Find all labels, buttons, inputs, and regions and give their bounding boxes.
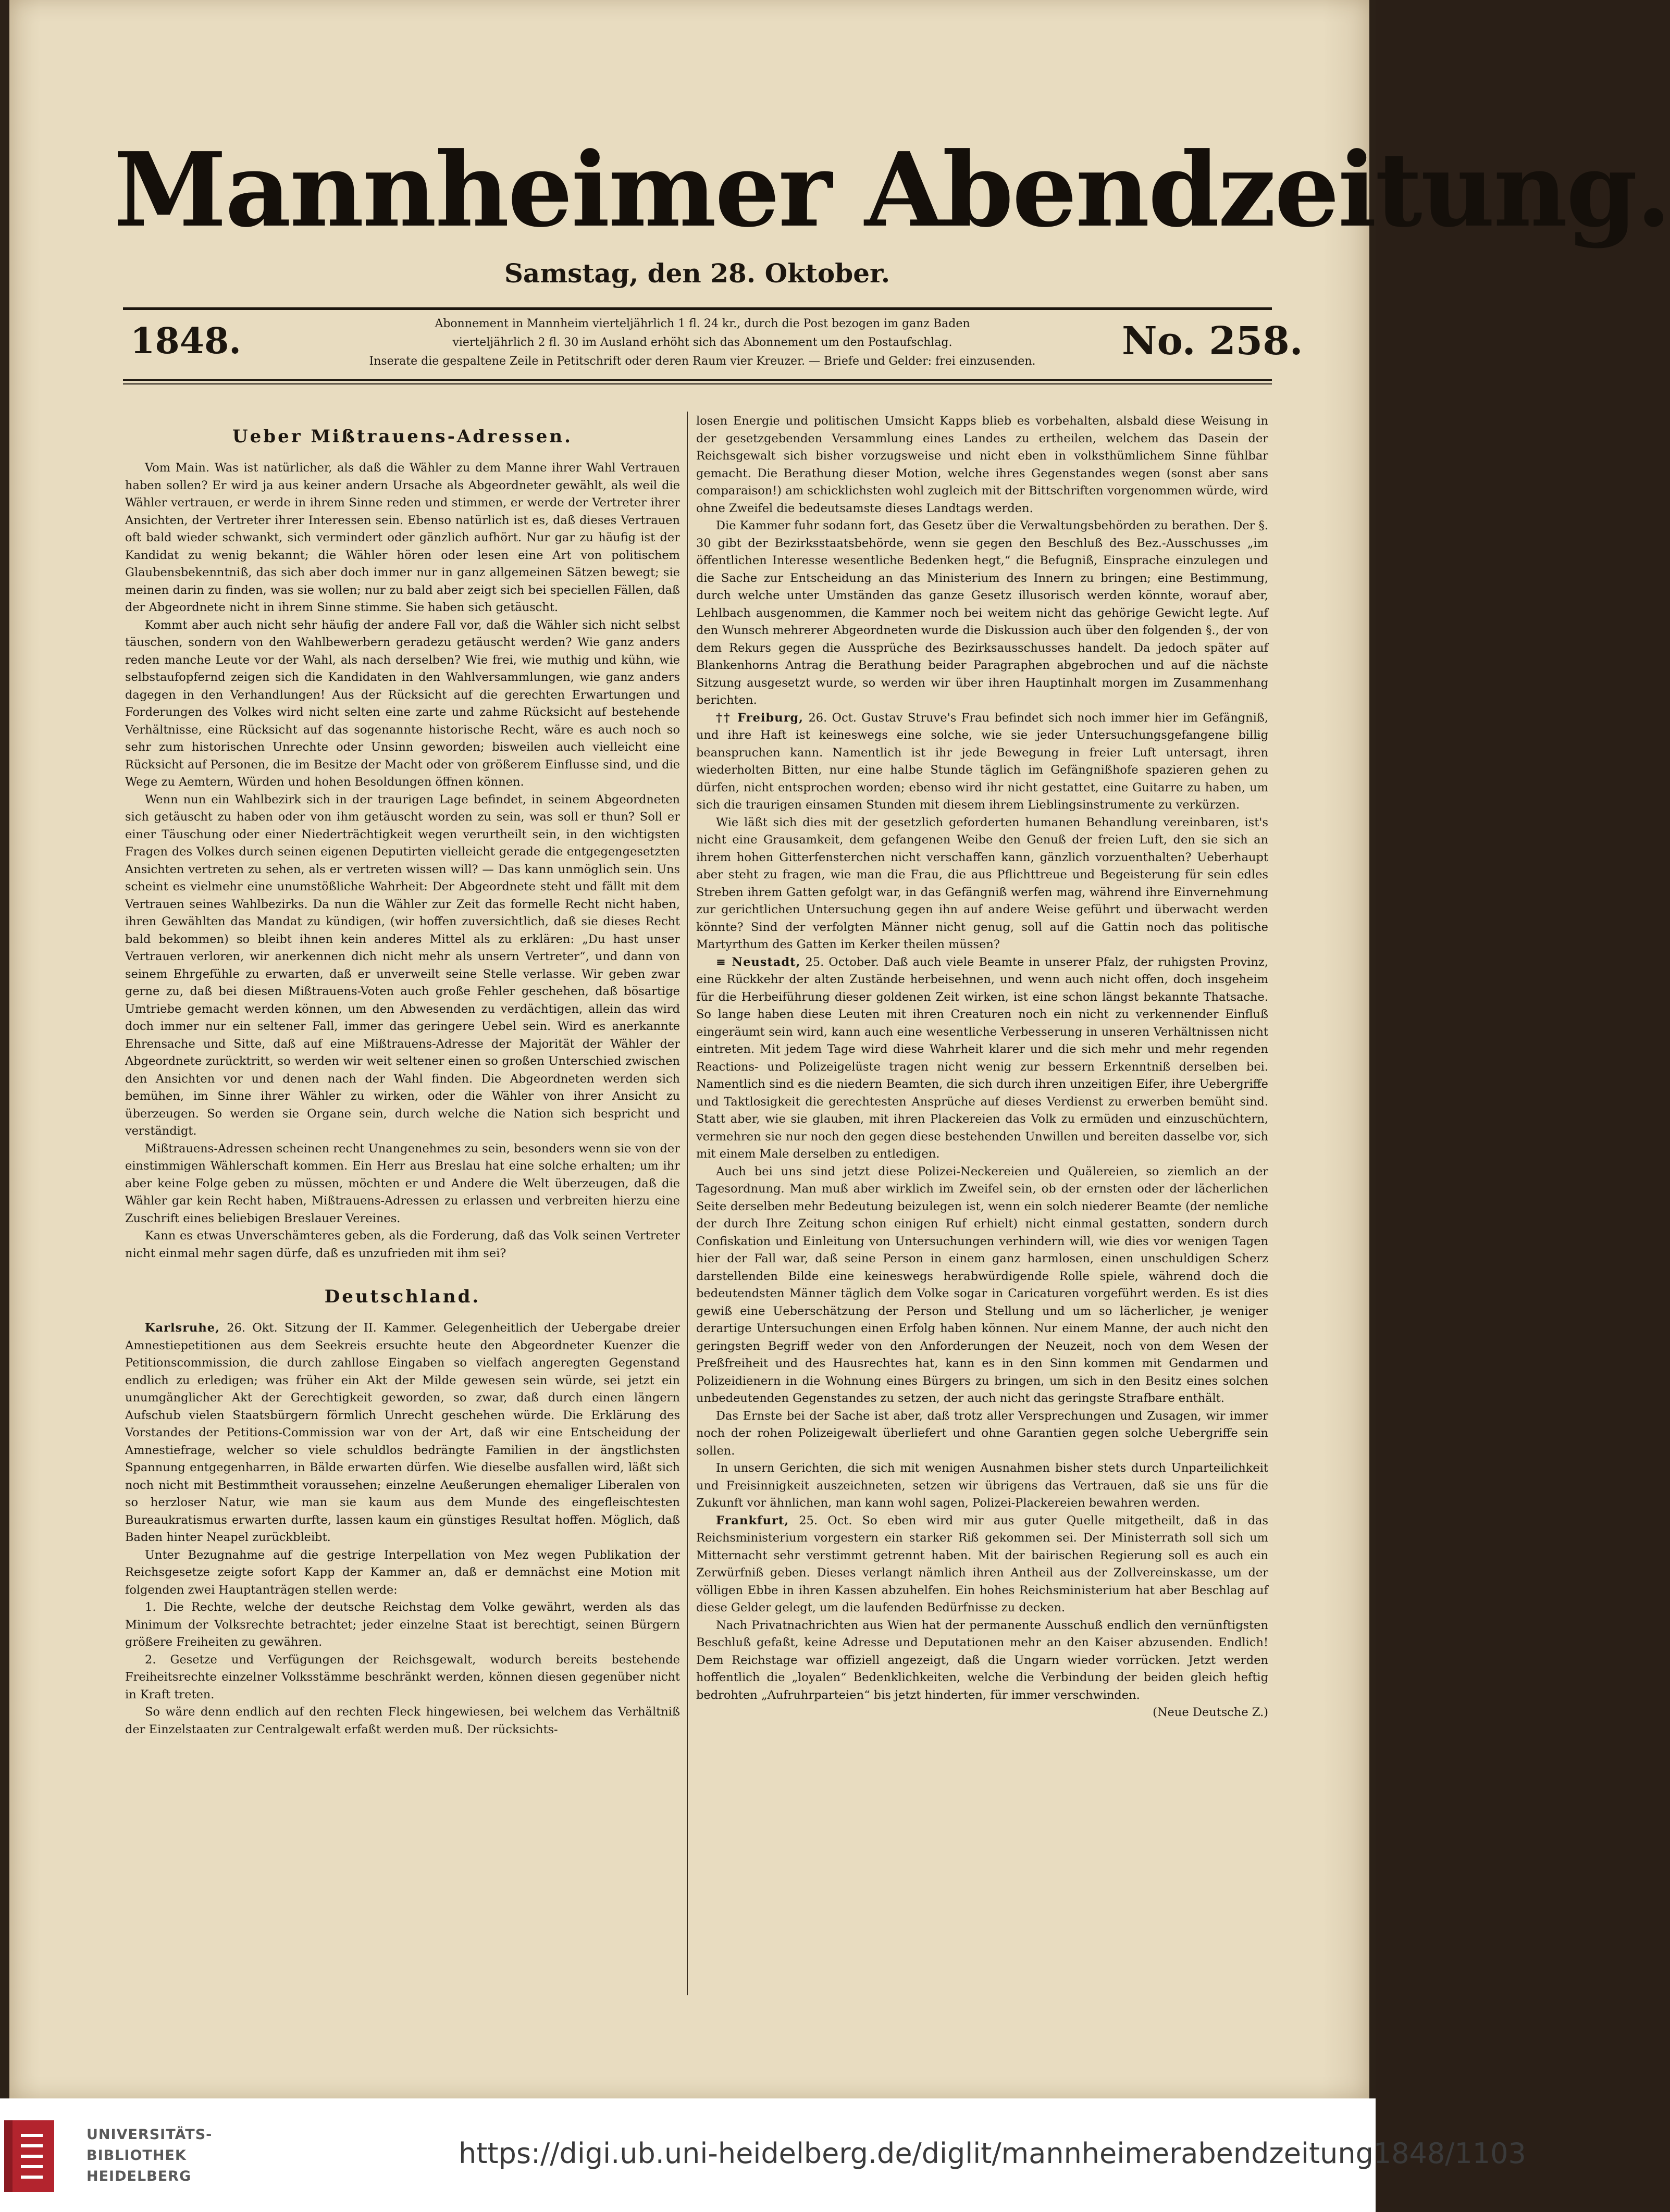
article-paragraph: Unter Bezugnahme auf die gestrige Interpellation von Mez wegen Publikation der Reichsgesetze zeigte sofort Kapp der Kammer an, daß er demnächst eine Motion mit folgenden zwei Hauptanträgen stellen werde:	[125, 1548, 680, 1597]
article-paragraph: Kommt aber auch nicht sehr häufig der andere Fall vor, daß die Wähler sich nicht selbst täuschen, sondern von den Wahlbewerbern geradezu getäuscht werden? Wie ganz anders reden manche Leute vor der Wahl, als nach derselben? Wie frei, wie muthig und kühn, wie selbstaufopfernd zeigen sich die Kandidaten in den Wahlversammlungen, wie ganz anders dagegen in den Verhandlungen! Aus der Rücksicht auf die gerechten Erwartungen und Forderungen des Volkes wird nicht selten eine zarte und zahme Rücksicht auf bestehende Verhältnisse, eine Rücksicht auf das sogenannte historische Recht, wäre es auch noch so sehr zum historischen Unrechte oder Unsinn geworden; bisweilen auch vielleicht eine Rücksicht auf Personen, die im Besitze der Macht oder von größerem Einflusse sind, und die Wege zu Aemtern, Würden und hohen Besoldungen öffnen können.	[125, 618, 680, 789]
motion-item: 2. Gesetze und Verfügungen der Reichsgewalt, wodurch bereits bestehende Freiheitsrechte einzelner Volksstämme beschränkt werden, können diesen gegenüber nicht in Kraft treten.	[125, 1652, 680, 1701]
right-column	[696, 413, 1268, 1996]
article-paragraph: Auch bei uns sind jetzt diese Polizei-Neckereien und Quälereien, so ziemlich an der Tagesordnung. Man muß aber wirklich im Zweifel sein, ob der ernsten oder der lächerlichen Seite derselben mehr Bedeutung beizulegen ist, wenn ein solch niederer Beamte (der nemliche der durch Ihre Zeitung schon einigen Ruf erhielt) nicht einmal gestatten, sondern durch Confiskation und Einleitung von Untersuchungen verhindern will, wie dies vor wenigen Tagen hier der Fall war, daß seine Person in einem ganz harmlosen, einen unschuldigen Scherz darstellenden Bilde eine keineswegs herabwürdigende Rolle spiele, während doch die bedeutendsten Männer täglich dem Volke sogar in Caricaturen vorgeführt werden. Es ist dies gewiß eine Ueberschätzung der Person und Stellung und um so lächerlicher, je weniger derartige Untersuchungen einen Erfolg haben können. Nur einem Manne, der auch nicht den geringsten Begriff weder von den Anforderungen der Neuzeit, noch von dem Wesen der Preßfreiheit und des Hausrechtes hat, kann es in den Sinn kommen mit Gendarmen und Polizeidienern in die Wohnung eines Bürgers zu bringen, um sich in den Besitz eines solchen unbedeutenden Gegenstandes zu setzen, der auch nicht das geringste Strafbare enthält.	[696, 1164, 1268, 1405]
dateline-karlsruhe: Karlsruhe,	[145, 1321, 220, 1335]
masthead-issue-number: No. 258.	[1122, 319, 1303, 364]
report-karlsruhe-text: 26. Okt. Sitzung der II. Kammer. Gelegenheitlich der Uebergabe dreier Amnestiepetitionen aus dem Seekreis ersuchte heute den Abgeordneter Kuenzer die Petitionscommission, die durch zahllose Eingaben so vielfach angeregten Gegenstand endlich zu erledigen; was früher ein Akt der Milde gewesen sein würde, sei jetzt ein unumgänglicher Akt der Gerechtigkeit geworden, so zwar, daß durch einen längern Aufschub vielen Staatsbürgern förmlich Unrecht geschehen würde. Die Erklärung des Vorstandes der Petitions-Commission war von der Art, daß wir eine Entscheidung der Amnestiefrage, welcher so viele schuldlos bedrängte Familien in der ängstlichsten Spannung entgegenharren, in Bälde erwarten dürfen. Wie dieselbe ausfallen wird, läßt sich noch nicht mit Bestimmtheit voraussehen; einzelne Aeußerungen ehemaliger Liberalen von so herzloser Natur, wie man sie kaum aus dem Munde des eingefleischtesten Bureaukratismus erwarten durfte, lassen kaum ein günstiges Resultat hoffen. Möglich, daß Baden hinter Neapel zurückbleibt.	[125, 1321, 681, 1544]
masthead-dateline: Samstag, den 28. Oktober.	[504, 258, 890, 289]
report-frankfurt	[696, 1512, 1268, 1617]
article-paragraph: So wäre denn endlich auf den rechten Fleck hingewiesen, bei welchem das Verhältniß der Einzelstaaten zur Centralgewalt erfaßt werden muß. Der rücksichts-	[125, 1705, 680, 1736]
article-paragraph: losen Energie und politischen Umsicht Kapps blieb es vorbehalten, alsbald diese Weisung in der gesetzgebenden Versammlung eines Landes zu ertheilen, welchem das Dasein der Reichsgewalt sich bisher vorzugsweise und nicht eben in volksthümlichem Sinne fühlbar gemacht. Die Berathung dieser Motion, welche ihres Gegenstandes wegen (sonst aber sans comparaison!) am schicklichsten wohl zugleich mit der Bittschriften vorgenommen würde, wird ohne Zweifel die bedeutsamste dieses Landtags werden.	[696, 414, 1268, 515]
report-freiburg-text: 26. Oct. Gustav Struve's Frau befindet sich noch immer hier im Gefängniß, und ihre Haft ist keineswegs eine solche, wie sie jeder Untersuchungsgefangene billig beanspruchen kann. Namentlich ist ihr jede Bewegung in freier Luft untersagt, ihren wiederholten Bitten, nur eine halbe Stunde täglich im Gefängnißhofe spazieren gehen zu dürfen, nicht entsprochen worden; ebenso wird ihr nicht gestattet, eine Guitarre zu haben, um sich die traurigen einsamen Stunden mit diesem ihrem Lieblingsinstrumente zu verkürzen.	[696, 711, 1268, 812]
report-freiburg	[696, 710, 1268, 814]
article-paragraph: Das Ernste bei der Sache ist aber, daß trotz aller Versprechungen und Zusagen, wir immer noch der rohen Polizeigewalt überliefert und ohne Garantien gegen solche Uebergriffe sein sollen.	[696, 1409, 1268, 1458]
library-name-line: UNIVERSITÄTS-	[86, 2127, 213, 2143]
library-name-line: HEIDELBERG	[86, 2168, 192, 2184]
report-frankfurt-text: 25. Oct. So eben wird mir aus guter Quelle mitgetheilt, daß in das Reichsministerium vorgestern ein starker Riß gekommen sei. Der Ministerrath soll sich um Mitternacht sehr verstimmt getrennt haben. Mit der bairischen Regierung soll es auch ein Zerwürfniß geben. Dieses verlangt nämlich ihren Antheil aus der Zollvereinskasse, um der völligen Ebbe in ihren Kassen abzuhelfen. Ein hohes Reichsministerium hat aber Beschlag auf diese Gelder gelegt, um die laufenden Bedürfnisse zu decken.	[696, 1513, 1269, 1614]
subscription-notice	[317, 315, 1088, 372]
source-credit: (Neue Deutsche Z.)	[1153, 1706, 1268, 1719]
university-library-logo[interactable]	[0, 2116, 81, 2196]
article-heading-misstrauen: Ueber Mißtrauens-Adressen.	[232, 426, 573, 447]
report-karlsruhe	[125, 1320, 680, 1547]
article-paragraph: Die Kammer fuhr sodann fort, das Gesetz über die Verwaltungsbehörden zu berathen. Der §. 30 gibt der Bezirksstaatsbehörde, wenn sie gegen den Beschluß des Bez.-Ausschusses „im öffentlichen Interesse wesentliche Bedenken hegt,“ die Befugniß, Einsprache einzulegen und die Sache zur Entscheidung an das Ministerium des Innern zu bringen; eine Bestimmung, durch welche unter Umständen das ganze Gesetz illusorisch werden könnte, worauf aber, Lehlbach ausgenommen, die Kammer noch bei weitem nicht das gehörige Gewicht legte. Auf den Wunsch mehrerer Abgeordneten wurde die Diskussion auch über den folgenden §., der von dem Rekurs gegen die Aussprüche des Bezirksausschusses handelt. Da jedoch später auf Blankenhorns Antrag die Berathung beider Paragraphen abgebrochen und auf die nächste Sitzung ausgesetzt wurde, so werden wir über ihren Hauptinhalt morgen im Zusammenhang berichten.	[696, 519, 1268, 707]
dateline-frankfurt: Frankfurt,	[716, 1513, 789, 1527]
article-paragraph: Vom Main. Was ist natürlicher, als daß die Wähler zu dem Manne ihrer Wahl Vertrauen haben sollen? Er wird ja aus keiner andern Ursache als Abgeordneter gewählt, als weil die Wähler vertrauen, er werde in ihrem Sinne reden und stimmen, er werde der Vertreter ihrer Ansichten, der Vertreter ihrer Interessen sein. Ebenso natürlich ist es, daß dieses Vertrauen oft bald wieder schwankt, sich vermindert oder gänzlich aufhört. Nur gar zu häufig ist der Kandidat zu wenig bekannt; die Wähler hören oder lesen eine Art von politischem Glaubensbekenntniß, das sich aber doch immer nur in ganz allgemeinen Sätzen bewegt; sie meinen darin zu finden, was sie wollen; nur zu bald aber zeigt sich bei speciellen Fällen, daß der Abgeordnete nicht in ihrem Sinne stimme. Sie haben sich getäuscht.	[125, 461, 680, 614]
article-paragraph: Mißtrauens-Adressen scheinen recht Unangenehmes zu sein, besonders wenn sie von der einstimmigen Wählerschaft kommen. Ein Herr aus Breslau hat eine solche erhalten; um ihr aber keine Folge geben zu müssen, möchten er und Andere die Welt überzeugen, daß die Wähler gar kein Recht haben, Mißtrauens-Adressen zu erlassen und verbreiten hierzu eine Zuschrift eines beliebigen Breslauer Vereines.	[125, 1141, 680, 1225]
library-name	[86, 2124, 222, 2187]
subscription-line-1: Abonnement in Mannheim vierteljährlich 1 fl. 24 kr., durch die Post bezogen im ganz Baden	[435, 317, 970, 330]
library-name-line: BIBLIOTHEK	[86, 2147, 187, 2164]
newspaper-sheet	[9, 0, 1670, 2098]
section-heading-deutschland: Deutschland.	[324, 1286, 481, 1307]
article-paragraph: In unsern Gerichten, die sich mit wenigen Ausnahmen bisher stets durch Unparteilichkeit und Freisinnigkeit auszeichneten, setzen wir übrigens das Vertrauen, daß sie uns für die Zukunft vor ähnlichen, man kann wohl sagen, Polizei-Plackereien bewahren werden.	[696, 1461, 1268, 1510]
motion-item: 1. Die Rechte, welche der deutsche Reichstag dem Volke gewährt, werden als das Minimum der Volksrechte betrachtet; jeder einzelne Staat ist berechtigt, seinen Bürgern größere Freiheiten zu gewähren.	[125, 1600, 680, 1649]
report-neustadt	[696, 954, 1268, 1163]
article-paragraph: Kann es etwas Unverschämteres geben, als die Forderung, daß das Volk seinen Vertreter nicht einmal mehr sagen dürfe, daß es unzufrieden mit ihm sei?	[125, 1229, 680, 1260]
subscription-line-3: Inserate die gespaltene Zeile in Petitschrift oder deren Raum vier Kreuzer. — Briefe und Gelder: frei einzusenden.	[369, 355, 1036, 368]
article-paragraph: Wenn nun ein Wahlbezirk sich in der traurigen Lage befindet, in seinem Abgeordneten sich getäuscht zu haben oder von ihm getäuscht worden zu sein, was soll er thun? Soll er einer Täuschung oder einer Niederträchtigkeit wegen verurtheilt sein, in den wichtigsten Fragen des Volkes durch seinen eigenen Deputirten vielleicht gerade die entgegengesetzten Ansichten vertreten zu sehen, als er vertreten wissen will? — Das kann unmöglich sein. Uns scheint es vielmehr eine unumstößliche Wahrheit: Der Abgeordnete steht und fällt mit dem Vertrauen seines Wahlbezirks. Da nun die Wähler zur Zeit das formelle Recht nicht haben, ihren Gewählten das Mandat zu kündigen, (wir hoffen zuversichtlich, daß sie dieses Recht bald bekommen) so bleibt ihnen kein anderes Mittel als zu erklären: „Du hast unser Vertrauen verloren, wir anerkennen dich nicht mehr als unsern Vertreter“, und dann von seinem Ehrgefühle zu erwarten, daß er unverweilt seine Stelle verlasse. Wir geben zwar gerne zu, daß bei diesen Mißtrauens-Voten auch große Fehler geschehen, daß bösartige Umtriebe gemacht werden können, um den Abwesenden zu verdächtigen, allein das wird doch immer nur ein seltener Fall, immer das geringere Uebel sein. Wird es anerkannte Ehrensache und Sitte, daß auf eine Mißtrauens-Adresse der Majorität der Wähler der Abgeordnete zurücktritt, so werden wir weit seltener einen so großen Unterschied zwischen den Ansichten vor und denen nach der Wahl finden. Die Abgeordneten werden sich bemühen, im Sinne ihrer Wähler zu wirken, oder die Wähler von ihrer Ansicht zu überzeugen. So werden sie Organe sein, durch welche die Nation sich bespricht und verständigt.	[125, 792, 680, 1138]
report-neustadt-text: 25. October. Daß auch viele Beamte in unserer Pfalz, der ruhigsten Provinz, eine Rückkehr der alten Zustände herbeisehnen, und wenn auch nicht offen, doch insgeheim für die Herbeiführung dieser goldenen Zeit wirken, ist eine schon längst bekannte Thatsache. So lange haben diese Leuten mit ihren Creaturen noch ein nicht zu verkennender Einfluß eingeräumt sein wird, kann auch eine wesentliche Verbesserung in unseren Verhältnissen nicht eintreten. Mit jedem Tage wird diese Wahrheit klarer und die sich mehr und mehr regenden Reactions- und Polizeigelüste tragen nicht wenig zur bessern Erkenntniß derselben bei. Namentlich sind es die niedern Beamten, die sich durch ihren unzeitigen Eifer, ihre Uebergriffe und Taktlosigkeit die gerechtesten Ansprüche auf dieses Verdienst zu erwerben bemüht sind. Statt aber, wie sie glauben, mit ihren Plackereien das Volk zu ermüden und einzuschüchtern, vermehren sie nur noch den gegen diese bestehenden Unwillen und bereiten dasselbe vor, sich mit einem Male derselben zu entledigen.	[696, 955, 1268, 1161]
dateline-neustadt: ≡ Neustadt,	[716, 955, 801, 969]
masthead-rule-bottom-thin	[123, 383, 1272, 384]
masthead-rule-top	[123, 307, 1272, 310]
digital-copy-url[interactable]: https://digi.ub.uni-heidelberg.de/diglit/mannheimerabendzeitung1848/1103	[459, 2137, 1526, 2170]
library-footer	[0, 2098, 1526, 2212]
article-paragraph: Nach Privatnachrichten aus Wien hat der permanente Ausschuß endlich den vernünftigsten Beschluß gefaßt, keine Adresse und Deputationen mehr an den Kaiser abzusenden. Endlich! Dem Reichstage war offiziell angezeigt, daß die Ungarn wieder vorrücken. Jetzt werden hoffentlich die „loyalen“ Bedenklichkeiten, welche die Verbindung der beiden gleich heftig bedrohten „Aufruhrparteien“ bis jetzt hinderten, für immer verschwinden.	[696, 1618, 1268, 1702]
dateline-freiburg: †† Freiburg,	[716, 711, 803, 725]
column-divider	[687, 412, 688, 1995]
masthead-rule-bottom	[123, 379, 1272, 381]
left-column	[125, 423, 680, 1986]
subscription-line-2: vierteljährlich 2 fl. 30 im Ausland erhöht sich das Abonnement um den Postaufschlag.	[452, 336, 952, 349]
masthead-title: Mannheimer Abendzeitung.	[114, 130, 1670, 250]
article-paragraph: Wie läßt sich dies mit der gesetzlich geforderten humanen Behandlung vereinbaren, ist's nicht eine Grausamkeit, dem gefangenen Weibe den Genuß der freien Luft, den sie sich an ihrem hohen Gitterfensterchen nicht verschaffen kann, gänzlich vorzuenthalten? Ueberhaupt aber steht zu fragen, wie man die Frau, die aus Pflichttreue und Begeisterung für sein edles Streben ihrem Gatten gefolgt war, in das Gefängniß werfen mag, während ihre Einvernehmung zur gerichtlichen Untersuchung gegen ihn auf andere Weise geführt und überwacht werden könnte? Sind der verfolgten Männer nicht genug, soll auf die Gattin noch das politische Martyrthum des Gatten im Kerker theilen müssen?	[696, 815, 1268, 951]
masthead-year: 1848.	[130, 320, 241, 362]
library-logo-icon	[0, 2116, 81, 2196]
